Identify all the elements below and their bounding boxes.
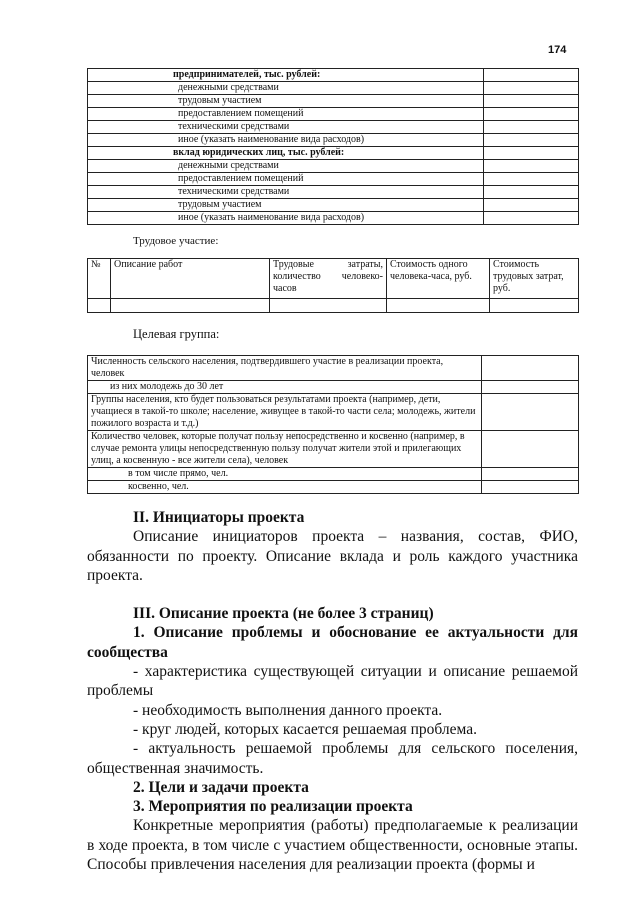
value-cell [482,381,579,394]
cell [270,299,387,313]
row-label: техническими средствами [88,121,484,134]
labor-table [87,258,579,313]
col-header: Трудовые затраты, количество человеко-часов [270,259,387,299]
bullet: - характеристика существующей ситуации и описание решаемой проблемы [87,663,578,700]
value-cell [482,394,579,431]
value-cell [484,160,579,173]
value-cell [482,431,579,468]
table-row [88,95,579,108]
target-group-table [87,355,579,494]
bullet: - необходимость выполнения данного проекта. [133,701,443,719]
value-cell [484,134,579,147]
table-row [88,431,579,468]
row-label: предоставлением помещений [88,108,484,121]
row-label: денежными средствами [88,160,484,173]
labor-label: Трудовое участие: [133,235,219,247]
row-label: предпринимателей, тыс. рублей: [88,69,484,82]
table-row [88,147,579,160]
row-label: предоставлением помещений [88,173,484,186]
value-cell [484,186,579,199]
value-cell [484,95,579,108]
value-cell [482,481,579,494]
table-row [88,356,579,381]
row-label: из них молодежь до 30 лет [88,381,482,394]
col-header: Стоимость трудовых затрат, руб. [490,259,579,299]
table-row [88,481,579,494]
bullet: - круг людей, которых касается решаемая проблема. [133,720,477,738]
value-cell [484,121,579,134]
cell [387,299,490,313]
row-label: иное (указать наименование вида расходов) [88,134,484,147]
table-row [88,186,579,199]
subsection-heading: 3. Мероприятия по реализации проекта [133,798,413,816]
table-row [88,212,579,225]
value-cell [484,82,579,95]
table-row [88,82,579,95]
contributions-table [87,68,579,225]
row-label: Численность сельского населения, подтвердившего участие в реализации проекта, человек [88,356,482,381]
col-header: Описание работ [111,259,270,299]
row-label: трудовым участием [88,199,484,212]
table-row [88,173,579,186]
row-label: Группы населения, кто будет пользоваться результатами проекта (например, дети, учащиеся в такой-то школе; население, живущее в такой-то части села; молодежь, жители пожилого возраста и т.д.) [88,394,482,431]
value-cell [484,69,579,82]
paragraph: Описание инициаторов проекта – названия, состав, ФИО, обязанности по проекту. Описание вклада и роль каждого участника проекта. [87,528,578,584]
row-label: денежными средствами [88,82,484,95]
target-label: Целевая группа: [133,327,220,341]
section-heading: II. Инициаторы проекта [133,509,305,526]
cell [111,299,270,313]
row-label: техническими средствами [88,186,484,199]
table-row [88,381,579,394]
body-text [87,508,578,874]
bullet: - актуальность решаемой проблемы для сельского поселения, общественная значимость. [87,740,578,777]
table-row [88,160,579,173]
subsection-heading: 2. Цели и задачи проекта [133,778,309,796]
cell [490,299,579,313]
table-row [88,121,579,134]
cell [88,299,111,313]
value-cell [484,199,579,212]
row-label: в том числе прямо, чел. [88,468,482,481]
col-header: Стоимость одного человека-часа, руб. [387,259,490,299]
table-row [88,468,579,481]
row-label: Количество человек, которые получат пользу непосредственно и косвенно (например, в случае ремонта улицы непосредственную пользу получат жители этой и прилегающих улиц, а косвенную - все жители села), человек [88,431,482,468]
value-cell [484,173,579,186]
row-label: вклад юридических лиц, тыс. рублей: [88,147,484,160]
row-label: трудовым участием [88,95,484,108]
value-cell [482,356,579,381]
table-row [88,199,579,212]
paragraph: Конкретные мероприятия (работы) предполагаемые к реализации в ходе проекта, в том числе с участием общественности, основные этапы. Способы привлечения населения для реализации проекта (формы и [87,817,578,874]
value-cell [484,108,579,121]
value-cell [482,468,579,481]
table-row [88,108,579,121]
section-heading: III. Описание проекта (не более 3 страниц) [133,605,434,623]
table-row [88,394,579,431]
table-row [88,69,579,82]
page-number: 174 [548,44,567,56]
row-label: косвенно, чел. [88,481,482,494]
subsection-heading: 1. Описание проблемы и обоснование ее актуальности для сообщества [87,624,578,661]
table-row [88,134,579,147]
value-cell [484,212,579,225]
row-label: иное (указать наименование вида расходов) [88,212,484,225]
col-header: № [88,259,111,299]
value-cell [484,147,579,160]
